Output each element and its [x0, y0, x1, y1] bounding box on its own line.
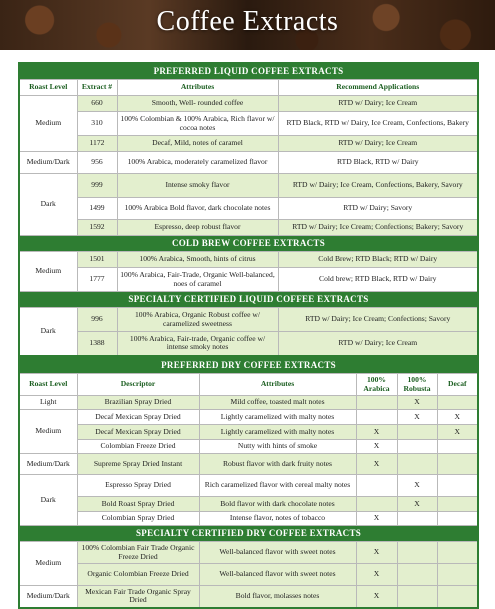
table-row: [19, 308, 478, 332]
arabica-cell: X: [356, 586, 397, 608]
attributes-cell: Espresso, deep robust flavor: [117, 220, 278, 236]
extract-cell: 999: [77, 174, 117, 198]
descriptor-cell: Colombian Freeze Dried: [77, 440, 199, 454]
column-header: Roast Level: [19, 374, 77, 396]
applications-cell: RTD w/ Dairy; Ice Cream: [278, 96, 478, 112]
table-row: [19, 564, 478, 586]
descriptor-cell: 100% Colombian Fair Trade Organic Freeze Dried: [77, 542, 199, 564]
applications-cell: RTD w/ Dairy; Ice Cream; Confections; Bakery; Savory: [278, 220, 478, 236]
column-header: Roast Level: [19, 80, 77, 96]
roast-level-cell: Medium/Dark: [19, 152, 77, 174]
decaf-cell: [437, 542, 478, 564]
table-row: [19, 152, 478, 174]
table-row: [19, 475, 478, 497]
arabica-cell: [356, 410, 397, 425]
column-header: Attributes: [117, 80, 278, 96]
table-row: [19, 198, 478, 220]
decaf-cell: [437, 564, 478, 586]
applications-cell: RTD w/ Dairy; Savory: [278, 198, 478, 220]
dry-extracts-table: [18, 356, 477, 609]
table-row: [19, 220, 478, 236]
decaf-cell: [437, 454, 478, 475]
section-title: PREFERRED LIQUID COFFEE EXTRACTS: [19, 63, 478, 80]
attributes-cell: Lightly caramelized with malty notes: [199, 425, 356, 440]
decaf-cell: X: [437, 410, 478, 425]
roast-level-cell: Medium: [19, 542, 77, 586]
attributes-cell: 100% Arabica, moderately caramelized flavor: [117, 152, 278, 174]
table-row: [19, 252, 478, 268]
table-row: [19, 396, 478, 410]
arabica-cell: X: [356, 564, 397, 586]
applications-cell: RTD w/ Dairy; Ice Cream, Confections, Bakery, Savory: [278, 174, 478, 198]
descriptor-cell: Decaf Mexican Spray Dried: [77, 410, 199, 425]
page-title: Coffee Extracts: [156, 6, 339, 37]
attributes-cell: Decaf, Mild, notes of caramel: [117, 136, 278, 152]
arabica-cell: [356, 475, 397, 497]
attributes-cell: Smooth, Well- rounded coffee: [117, 96, 278, 112]
extract-cell: 1777: [77, 268, 117, 292]
robusta-cell: [397, 542, 437, 564]
roast-level-cell: Light: [19, 396, 77, 410]
extract-cell: 996: [77, 308, 117, 332]
decaf-cell: [437, 475, 478, 497]
applications-cell: RTD Black, RTD w/ Dairy, Ice Cream, Confections, Bakery: [278, 112, 478, 136]
robusta-cell: [397, 425, 437, 440]
attributes-cell: Intense smoky flavor: [117, 174, 278, 198]
roast-level-cell: Dark: [19, 308, 77, 356]
table-row: [19, 512, 478, 526]
table-row: [19, 440, 478, 454]
roast-level-cell: Medium: [19, 252, 77, 292]
robusta-cell: [397, 440, 437, 454]
extract-cell: 1501: [77, 252, 117, 268]
table-row: [19, 497, 478, 512]
extract-cell: 1388: [77, 332, 117, 356]
header-banner: [0, 0, 495, 50]
robusta-cell: X: [397, 396, 437, 410]
attributes-cell: Bold flavor, molasses notes: [199, 586, 356, 608]
roast-level-cell: Medium/Dark: [19, 586, 77, 608]
robusta-cell: X: [397, 475, 437, 497]
arabica-cell: [356, 497, 397, 512]
decaf-cell: [437, 440, 478, 454]
attributes-cell: Mild coffee, toasted malt notes: [199, 396, 356, 410]
descriptor-cell: Decaf Mexican Spray Dried: [77, 425, 199, 440]
attributes-cell: Lightly caramelized with malty notes: [199, 410, 356, 425]
arabica-cell: X: [356, 440, 397, 454]
table-row: [19, 136, 478, 152]
column-header: Recommend Applications: [278, 80, 478, 96]
table-row: [19, 96, 478, 112]
attributes-cell: 100% Arabica, Fair-trade, Organic coffee w/ intense smoky notes: [117, 332, 278, 356]
attributes-cell: Well-balanced flavor with sweet notes: [199, 564, 356, 586]
robusta-cell: X: [397, 497, 437, 512]
decaf-cell: [437, 497, 478, 512]
section-title: SPECIALTY CERTIFIED DRY COFFEE EXTRACTS: [19, 526, 478, 542]
column-header: Attributes: [199, 374, 356, 396]
attributes-cell: 100% Arabica, Fair-Trade, Organic Well-balanced, noes of caramel: [117, 268, 278, 292]
decaf-cell: [437, 512, 478, 526]
attributes-cell: Rich caramelized flavor with cereal malty notes: [199, 475, 356, 497]
descriptor-cell: Bold Roast Spray Dried: [77, 497, 199, 512]
arabica-cell: [356, 396, 397, 410]
section-title: SPECIALTY CERTIFIED LIQUID COFFEE EXTRACTS: [19, 292, 478, 308]
column-header: Descriptor: [77, 374, 199, 396]
table-row: [19, 112, 478, 136]
decaf-cell: [437, 396, 478, 410]
descriptor-cell: Supreme Spray Dried Instant: [77, 454, 199, 475]
attributes-cell: 100% Arabica Bold flavor, dark chocolate notes: [117, 198, 278, 220]
attributes-cell: Nutty with hints of smoke: [199, 440, 356, 454]
arabica-cell: X: [356, 512, 397, 526]
roast-level-cell: Medium/Dark: [19, 454, 77, 475]
robusta-cell: [397, 586, 437, 608]
attributes-cell: 100% Arabica, Organic Robust coffee w/ caramelized sweetness: [117, 308, 278, 332]
robusta-cell: X: [397, 410, 437, 425]
roast-level-cell: Medium: [19, 96, 77, 152]
extract-cell: 660: [77, 96, 117, 112]
table-row: [19, 332, 478, 356]
applications-cell: Cold Brew; RTD Black; RTD w/ Dairy: [278, 252, 478, 268]
descriptor-cell: Colombian Spray Dried: [77, 512, 199, 526]
decaf-cell: [437, 586, 478, 608]
attributes-cell: 100% Colombian & 100% Arabica, Rich flavor w/ cocoa notes: [117, 112, 278, 136]
descriptor-cell: Brazilian Spray Dried: [77, 396, 199, 410]
arabica-cell: X: [356, 425, 397, 440]
decaf-cell: X: [437, 425, 478, 440]
extract-cell: 1592: [77, 220, 117, 236]
roast-level-cell: Dark: [19, 475, 77, 526]
descriptor-cell: Espresso Spray Dried: [77, 475, 199, 497]
section-title: PREFERRED DRY COFFEE EXTRACTS: [19, 357, 478, 374]
attributes-cell: Robust flavor with dark fruity notes: [199, 454, 356, 475]
roast-level-cell: Medium: [19, 410, 77, 454]
extract-cell: 1499: [77, 198, 117, 220]
section-title: COLD BREW COFFEE EXTRACTS: [19, 236, 478, 252]
table-row: [19, 268, 478, 292]
extract-cell: 956: [77, 152, 117, 174]
table-row: [19, 410, 478, 425]
arabica-cell: X: [356, 542, 397, 564]
arabica-cell: X: [356, 454, 397, 475]
table-row: [19, 425, 478, 440]
descriptor-cell: Organic Colombian Freeze Dried: [77, 564, 199, 586]
column-header: 100% Robusta: [397, 374, 437, 396]
table-row: [19, 586, 478, 608]
applications-cell: RTD w/ Dairy; Ice Cream: [278, 332, 478, 356]
extract-cell: 310: [77, 112, 117, 136]
liquid-extracts-table: [18, 62, 477, 357]
extract-cell: 1172: [77, 136, 117, 152]
applications-cell: Cold brew; RTD Black, RTD w/ Dairy: [278, 268, 478, 292]
roast-level-cell: Dark: [19, 174, 77, 236]
descriptor-cell: Mexican Fair Trade Organic Spray Dried: [77, 586, 199, 608]
applications-cell: RTD w/ Dairy; Ice Cream: [278, 136, 478, 152]
column-header: Decaf: [437, 374, 478, 396]
attributes-cell: Intense flavor, notes of tobacco: [199, 512, 356, 526]
applications-cell: RTD Black, RTD w/ Dairy: [278, 152, 478, 174]
robusta-cell: [397, 564, 437, 586]
table-row: [19, 542, 478, 564]
attributes-cell: Bold flavor with dark chocolate notes: [199, 497, 356, 512]
robusta-cell: [397, 512, 437, 526]
attributes-cell: Well-balanced flavor with sweet notes: [199, 542, 356, 564]
table-row: [19, 454, 478, 475]
attributes-cell: 100% Arabica, Smooth, hints of citrus: [117, 252, 278, 268]
robusta-cell: [397, 454, 437, 475]
column-header: Extract #: [77, 80, 117, 96]
applications-cell: RTD w/ Dairy; Ice Cream; Confections; Savory: [278, 308, 478, 332]
column-header: 100% Arabica: [356, 374, 397, 396]
table-row: [19, 174, 478, 198]
